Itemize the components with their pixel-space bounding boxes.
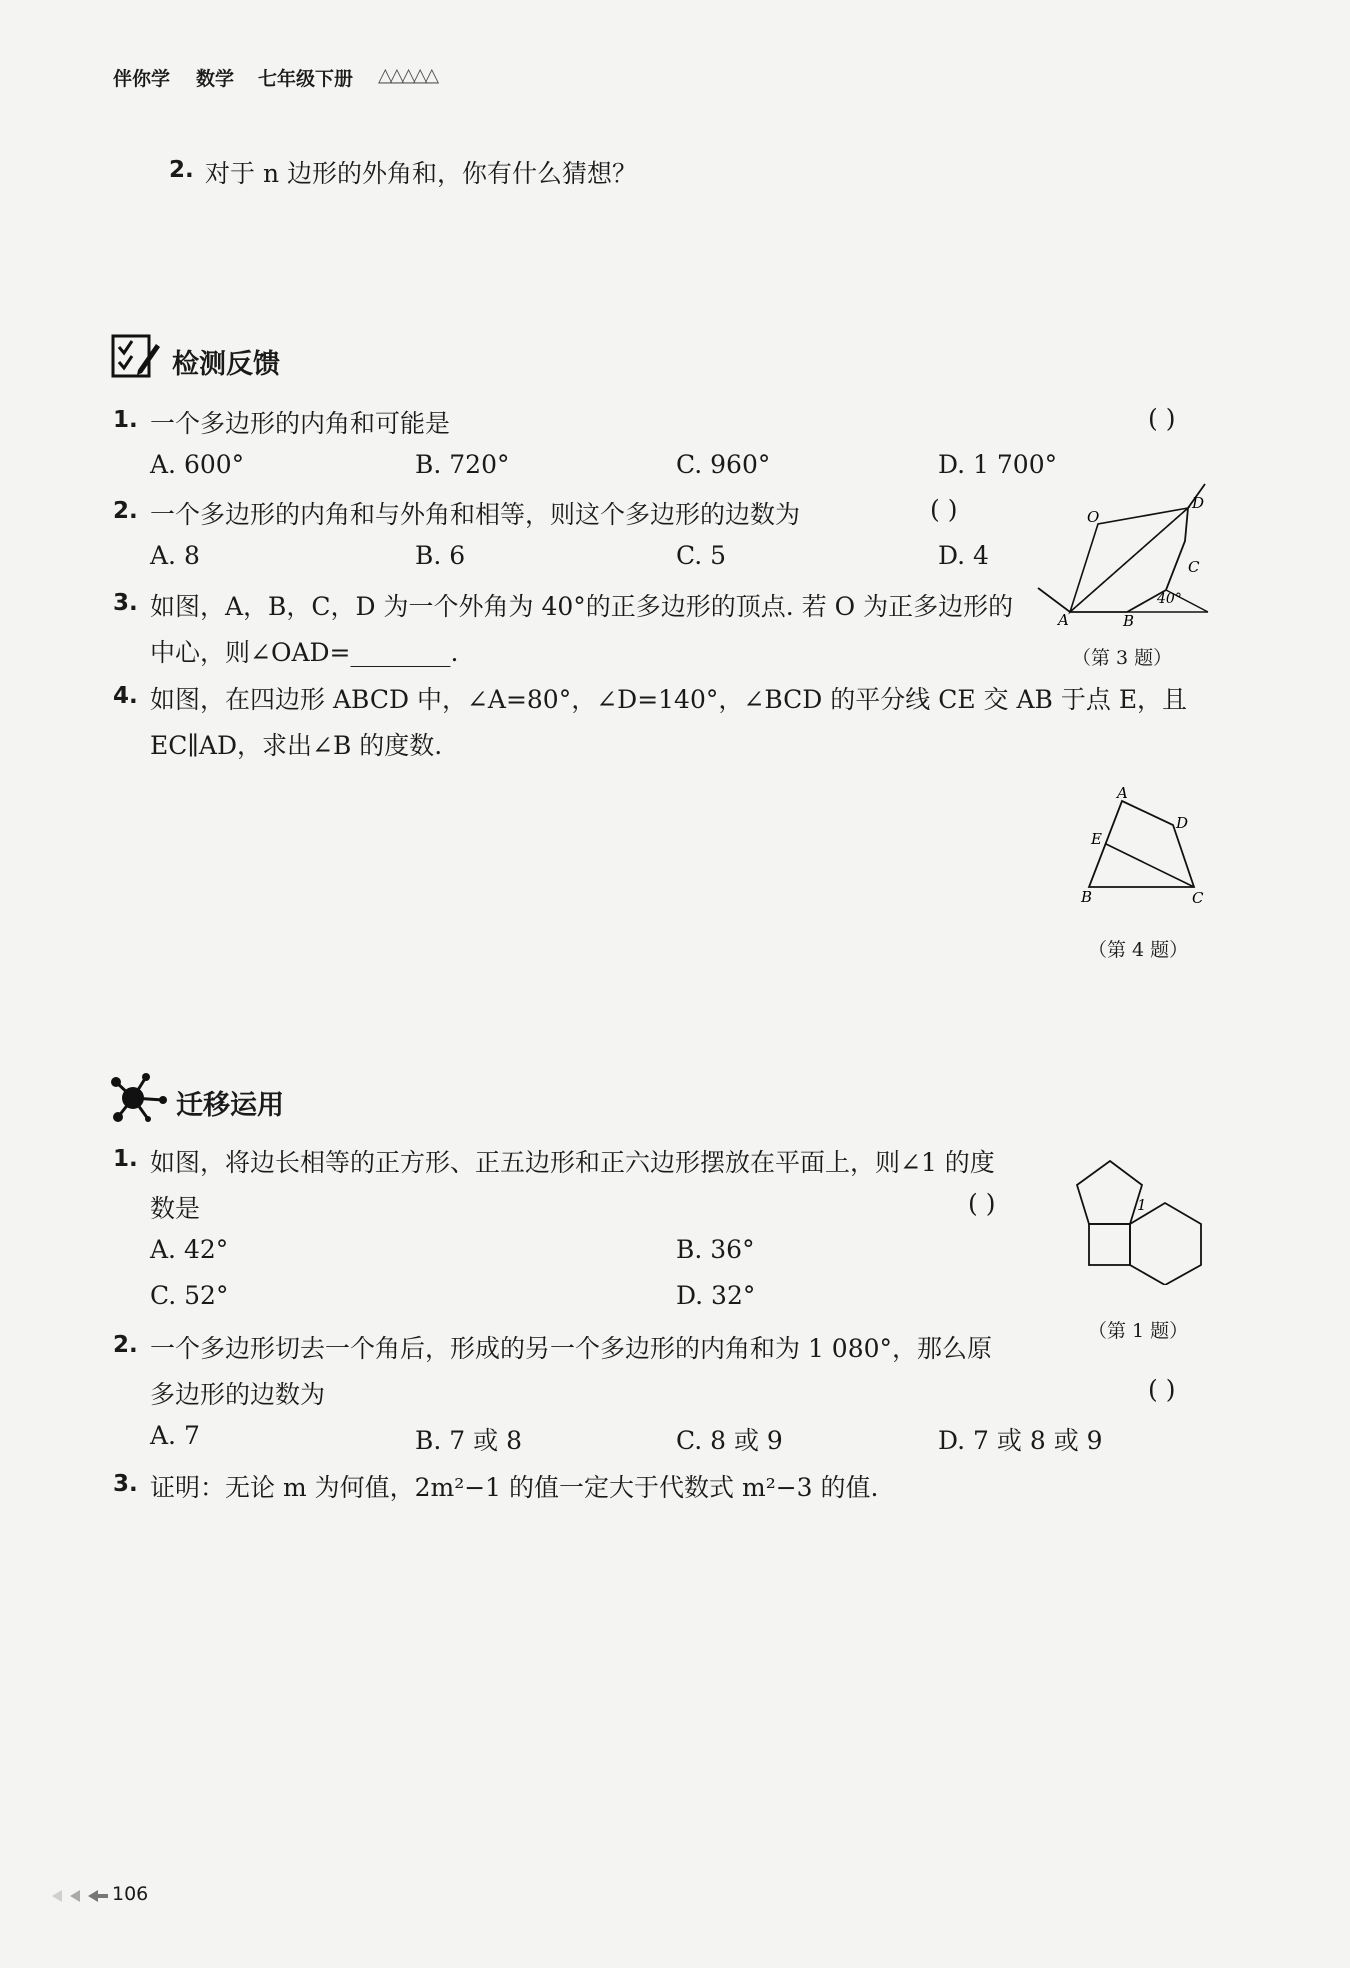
s1-q3-line1: 如图，A，B，C，D 为一个外角为 40°的正多边形的顶点. 若 O 为正多边形的	[150, 592, 1014, 621]
fig4-label-b: B	[1081, 888, 1093, 906]
s1-q2-option-d: D. 4	[938, 541, 989, 570]
s1-q2-text: 一个多边形的内角和与外角和相等，则这个多边形的边数为	[150, 500, 801, 529]
s1-q1-option-a: A. 600°	[150, 450, 245, 479]
s2-q1-option-b: B. 36°	[676, 1235, 755, 1264]
header-grade: 七年级下册	[258, 68, 354, 90]
network-icon	[108, 1072, 168, 1124]
fig3-label-d: D	[1192, 494, 1205, 512]
s2-q2-option-c: C. 8 或 9	[676, 1426, 783, 1455]
s2-q3-number: 3.	[113, 1471, 138, 1497]
s1-q3-line2: 中心，则∠OAD=________.	[150, 638, 459, 667]
s2-q1-option-c: C. 52°	[150, 1281, 229, 1310]
s2-q1-number: 1.	[113, 1146, 138, 1172]
fig4-label-a: A	[1117, 785, 1128, 802]
intro-q2-number: 2.	[169, 157, 194, 183]
fig3-label-b: B	[1123, 612, 1135, 628]
section-title-transfer: 迁移运用	[176, 1090, 284, 1121]
fig1-caption: （第 1 题）	[1088, 1320, 1189, 1342]
s1-q4-line1: 如图，在四边形 ABCD 中，∠A=80°，∠D=140°，∠BCD 的平分线 CE 交 AB 于点 E，且	[150, 685, 1188, 714]
fig3-angle-label: 40°	[1157, 591, 1182, 607]
figure-q4-quadrilateral	[1075, 785, 1215, 910]
intro-q2-text: 对于 n 边形的外角和，你有什么猜想？	[205, 159, 637, 188]
fig3-label-c: C	[1188, 558, 1200, 576]
s1-q3-number: 3.	[113, 590, 138, 616]
section-title-feedback: 检测反馈	[172, 349, 280, 380]
s1-q2-answer-paren: ( )	[930, 495, 958, 524]
s2-q2-option-b: B. 7 或 8	[415, 1426, 522, 1455]
header-decoration: △△△△△	[378, 64, 437, 86]
figure-s2-q1-polygons	[1075, 1150, 1210, 1285]
s1-q1-option-c: C. 960°	[676, 450, 771, 479]
fig4-label-d: D	[1176, 814, 1189, 832]
s2-q2-answer-paren: ( )	[1148, 1375, 1176, 1404]
s1-q2-option-a: A. 8	[150, 541, 200, 570]
s1-q2-option-c: C. 5	[676, 541, 727, 570]
fig3-label-a: A	[1058, 611, 1069, 628]
s2-q1-answer-paren: ( )	[968, 1189, 996, 1218]
fig3-label-o: O	[1087, 508, 1100, 526]
s1-q1-number: 1.	[113, 407, 138, 433]
s2-q2-option-a: A. 7	[150, 1421, 200, 1450]
s2-q1-option-a: A. 42°	[150, 1235, 229, 1264]
s1-q1-answer-paren: ( )	[1148, 404, 1176, 433]
arrow-left-icon	[50, 1888, 110, 1904]
s1-q1-option-b: B. 720°	[415, 450, 510, 479]
s1-q1-text: 一个多边形的内角和可能是	[150, 409, 451, 438]
fig4-label-e: E	[1091, 830, 1102, 848]
checklist-icon	[110, 332, 160, 380]
s1-q2-number: 2.	[113, 498, 138, 524]
page-number: 106	[112, 1883, 149, 1905]
s2-q1-option-d: D. 32°	[676, 1281, 756, 1310]
s2-q2-line1: 一个多边形切去一个角后，形成的另一个多边形的内角和为 1 080°，那么原	[150, 1334, 993, 1363]
s2-q3-text: 证明：无论 m 为何值，2m²−1 的值一定大于代数式 m²−3 的值.	[150, 1473, 879, 1502]
s1-q4-number: 4.	[113, 683, 138, 709]
fig4-caption: （第 4 题）	[1088, 939, 1189, 961]
s2-q2-line2: 多边形的边数为	[150, 1380, 326, 1409]
fig4-label-c: C	[1192, 889, 1204, 907]
header-subject: 数学	[196, 68, 235, 90]
s2-q1-line1: 如图，将边长相等的正方形、正五边形和正六边形摆放在平面上，则∠1 的度	[150, 1148, 995, 1177]
fig3-caption: （第 3 题）	[1072, 647, 1173, 669]
header-series: 伴你学	[113, 68, 171, 90]
fig1-angle-label: 1	[1137, 1196, 1147, 1214]
s1-q1-option-d: D. 1 700°	[938, 450, 1058, 479]
s1-q2-option-b: B. 6	[415, 541, 466, 570]
s2-q2-option-d: D. 7 或 8 或 9	[938, 1426, 1103, 1455]
figure-q3-polygon	[1035, 478, 1215, 628]
s2-q2-number: 2.	[113, 1332, 138, 1358]
s1-q4-line2: EC∥AD，求出∠B 的度数.	[150, 731, 443, 760]
s2-q1-line2: 数是	[150, 1194, 201, 1223]
